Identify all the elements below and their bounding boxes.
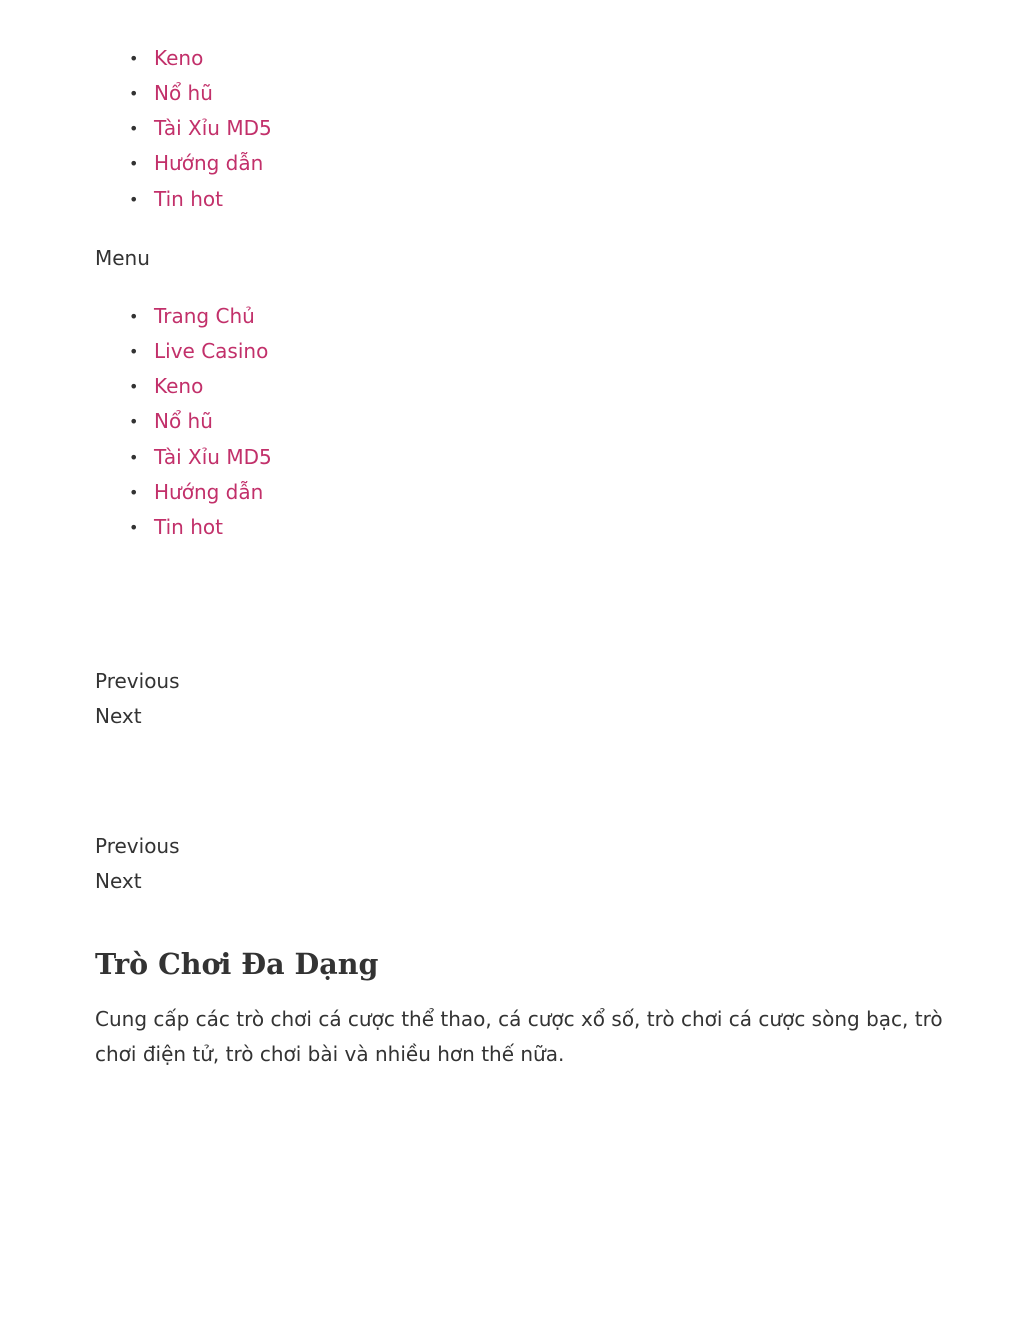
next-button[interactable]: Next xyxy=(95,704,142,728)
menu-link-trang-chu[interactable]: Trang Chủ xyxy=(154,304,255,328)
list-item xyxy=(95,111,272,146)
menu-link-huong-dan[interactable]: Hướng dẫn xyxy=(154,151,264,176)
bullet-icon: • xyxy=(129,84,139,104)
list-item xyxy=(95,404,272,439)
list-item xyxy=(95,510,272,545)
next-button[interactable]: Next xyxy=(95,869,142,893)
menu-link-keno[interactable]: Keno xyxy=(154,46,204,70)
bullet-icon: • xyxy=(129,447,139,467)
slider-nav xyxy=(95,664,180,734)
menu-link-tin-hot[interactable]: Tin hot xyxy=(154,514,223,539)
list-item xyxy=(95,369,272,404)
menu-link-no-hu[interactable]: Nổ hũ xyxy=(154,81,213,106)
bullet-icon: • xyxy=(129,517,139,537)
menu-label: Menu xyxy=(95,246,150,270)
previous-button[interactable]: Previous xyxy=(95,669,180,693)
bullet-icon: • xyxy=(129,189,139,209)
bullet-icon: • xyxy=(129,154,139,174)
top-menu-list xyxy=(95,41,272,217)
bullet-icon: • xyxy=(129,119,139,139)
bullet-icon: • xyxy=(129,377,139,397)
list-item xyxy=(95,475,272,510)
section-title: Trò Chơi Đa Dạng xyxy=(95,947,379,981)
menu-link-huong-dan[interactable]: Hướng dẫn xyxy=(154,479,264,504)
list-item xyxy=(95,440,272,475)
bullet-icon: • xyxy=(129,412,139,432)
menu-link-keno[interactable]: Keno xyxy=(154,374,204,399)
list-item xyxy=(95,76,272,111)
main-menu-list xyxy=(95,299,272,545)
previous-button[interactable]: Previous xyxy=(95,834,180,858)
bullet-icon: • xyxy=(129,307,139,326)
section-description: Cung cấp các trò chơi cá cược thể thao, cá cược xổ số, trò chơi cá cược sòng bạc, trò chơi điện tử, trò chơi bài và nhiều hơn thế nữa. xyxy=(95,1007,943,1066)
list-item xyxy=(95,182,272,217)
list-item xyxy=(95,146,272,181)
list-item xyxy=(95,41,272,76)
menu-link-tai-xiu-md5[interactable]: Tài Xỉu MD5 xyxy=(154,444,272,469)
slider-nav xyxy=(95,829,180,899)
bullet-icon: • xyxy=(129,342,139,362)
menu-link-live-casino[interactable]: Live Casino xyxy=(154,339,269,364)
bullet-icon: • xyxy=(129,49,139,68)
list-item xyxy=(95,299,272,334)
bullet-icon: • xyxy=(129,482,139,502)
menu-link-tin-hot[interactable]: Tin hot xyxy=(154,186,223,211)
menu-link-no-hu[interactable]: Nổ hũ xyxy=(154,409,213,434)
list-item xyxy=(95,334,272,369)
menu-link-tai-xiu-md5[interactable]: Tài Xỉu MD5 xyxy=(154,116,272,141)
